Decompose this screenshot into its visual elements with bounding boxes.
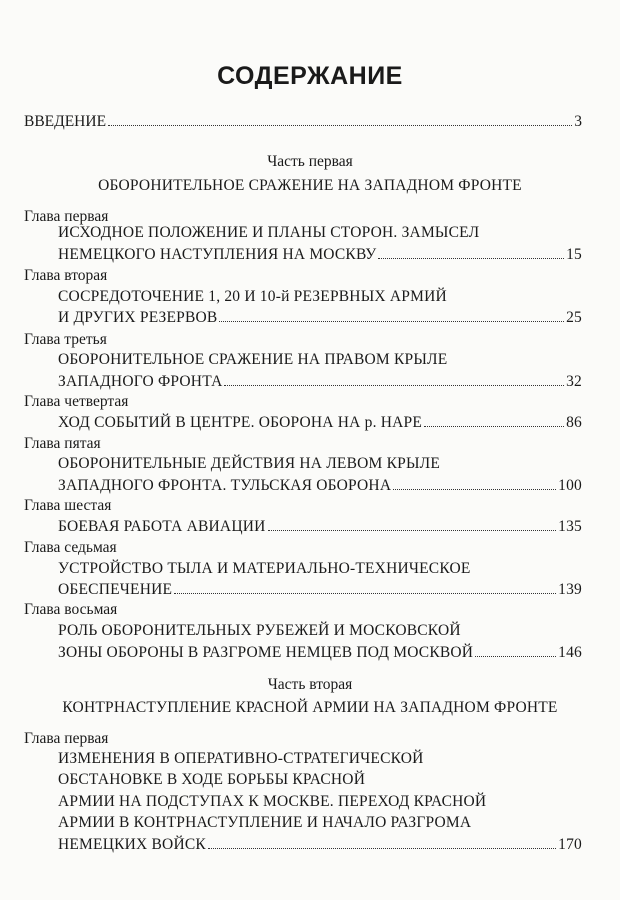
toc-entry [58,413,582,433]
chapter-label: Глава восьмая [24,601,118,618]
chapter-label: Глава пятая [24,435,101,452]
chapter-title-line: И ДРУГИХ РЕЗЕРВОВ [58,309,218,326]
chapter-label: Глава третья [24,331,107,348]
chapter-title-line: ИСХОДНОЕ ПОЛОЖЕНИЕ И ПЛАНЫ СТОРОН. ЗАМЫСЕЛ [58,224,480,241]
chapter-title-line: ОБОРОНИТЕЛЬНОЕ СРАЖЕНИЕ НА ПРАВОМ КРЫЛЕ [58,351,448,368]
dot-leader [393,488,556,490]
page-number: 100 [558,477,582,494]
toc-entry [58,835,582,855]
chapter-title-line: ОБСТАНОВКЕ В ХОДЕ БОРЬБЫ КРАСНОЙ [58,771,366,788]
part-label: Часть вторая [267,676,353,693]
chapter-title-line: ИЗМЕНЕНИЯ В ОПЕРАТИВНО-СТРАТЕГИЧЕСКОЙ [58,750,424,767]
toc-entry [58,643,582,663]
chapter-title-line: ХОД СОБЫТИЙ В ЦЕНТРЕ. ОБОРОНА НА р. НАРЕ [58,414,423,431]
part-label: Часть первая [267,153,353,170]
page-number: 3 [574,113,582,130]
page-number: 139 [558,581,582,598]
chapter-title-line: ЗОНЫ ОБОРОНЫ В РАЗГРОМЕ НЕМЦЕВ ПОД МОСКВОЙ [58,644,474,661]
chapter-title-line: ЗАПАДНОГО ФРОНТА [58,373,223,390]
entry-label: ВВЕДЕНИЕ [24,113,107,130]
chapter-title-line: АРМИИ В КОНТРНАСТУПЛЕНИЕ И НАЧАЛО РАЗГРОМА [58,814,472,831]
chapter-title-line: НЕМЕЦКИХ ВОЙСК [58,836,206,853]
dot-leader [174,592,556,594]
dot-leader [378,257,564,259]
page-title: СОДЕРЖАНИЕ [217,62,403,90]
toc-entry [58,580,582,600]
page-number: 146 [558,644,582,661]
dot-leader [208,847,556,849]
chapter-label: Глава шестая [24,497,112,514]
chapter-title-line: РОЛЬ ОБОРОНИТЕЛЬНЫХ РУБЕЖЕЙ И МОСКОВСКОЙ [58,622,461,639]
dot-leader [219,320,564,322]
dot-leader [475,655,556,657]
chapter-label: Глава четвертая [24,393,129,410]
page-number: 32 [566,373,582,390]
toc-entry [58,245,582,265]
dot-leader [424,425,564,427]
toc-entry [58,372,582,392]
chapter-title-line: УСТРОЙСТВО ТЫЛА И МАТЕРИАЛЬНО-ТЕХНИЧЕСКОЕ [58,560,471,577]
chapter-title-line: ОБЕСПЕЧЕНИЕ [58,581,173,598]
chapter-label: Глава первая [24,730,109,747]
toc-entry [58,476,582,496]
part-title: ОБОРОНИТЕЛЬНОЕ СРАЖЕНИЕ НА ЗАПАДНОМ ФРОНТЕ [98,177,522,194]
page-number: 170 [558,836,582,853]
page-number: 86 [566,414,582,431]
chapter-label: Глава седьмая [24,539,117,556]
chapter-title-line: АРМИИ НА ПОДСТУПАХ К МОСКВЕ. ПЕРЕХОД КРАСНОЙ [58,793,487,810]
chapter-label: Глава вторая [24,267,108,284]
chapter-title-line: НЕМЕЦКОГО НАСТУПЛЕНИЯ НА МОСКВУ [58,246,377,263]
page-number: 25 [566,309,582,326]
toc-entry-intro [24,112,582,132]
toc-entry [58,517,582,537]
dot-leader [108,124,572,126]
dot-leader [268,529,557,531]
chapter-title-line: БОЕВАЯ РАБОТА АВИАЦИИ [58,518,266,535]
chapter-label: Глава первая [24,208,109,225]
chapter-title-line: ЗАПАДНОГО ФРОНТА. ТУЛЬСКАЯ ОБОРОНА [58,477,392,494]
page-number: 135 [558,518,582,535]
dot-leader [224,384,564,386]
chapter-title-line: СОСРЕДОТОЧЕНИЕ 1, 20 И 10-й РЕЗЕРВНЫХ АРМИЙ [58,288,447,305]
part-title: КОНТРНАСТУПЛЕНИЕ КРАСНОЙ АРМИИ НА ЗАПАДНОМ ФРОНТЕ [62,699,558,716]
toc-entry [58,308,582,328]
page-number: 15 [566,246,582,263]
chapter-title-line: ОБОРОНИТЕЛЬНЫЕ ДЕЙСТВИЯ НА ЛЕВОМ КРЫЛЕ [58,455,441,472]
